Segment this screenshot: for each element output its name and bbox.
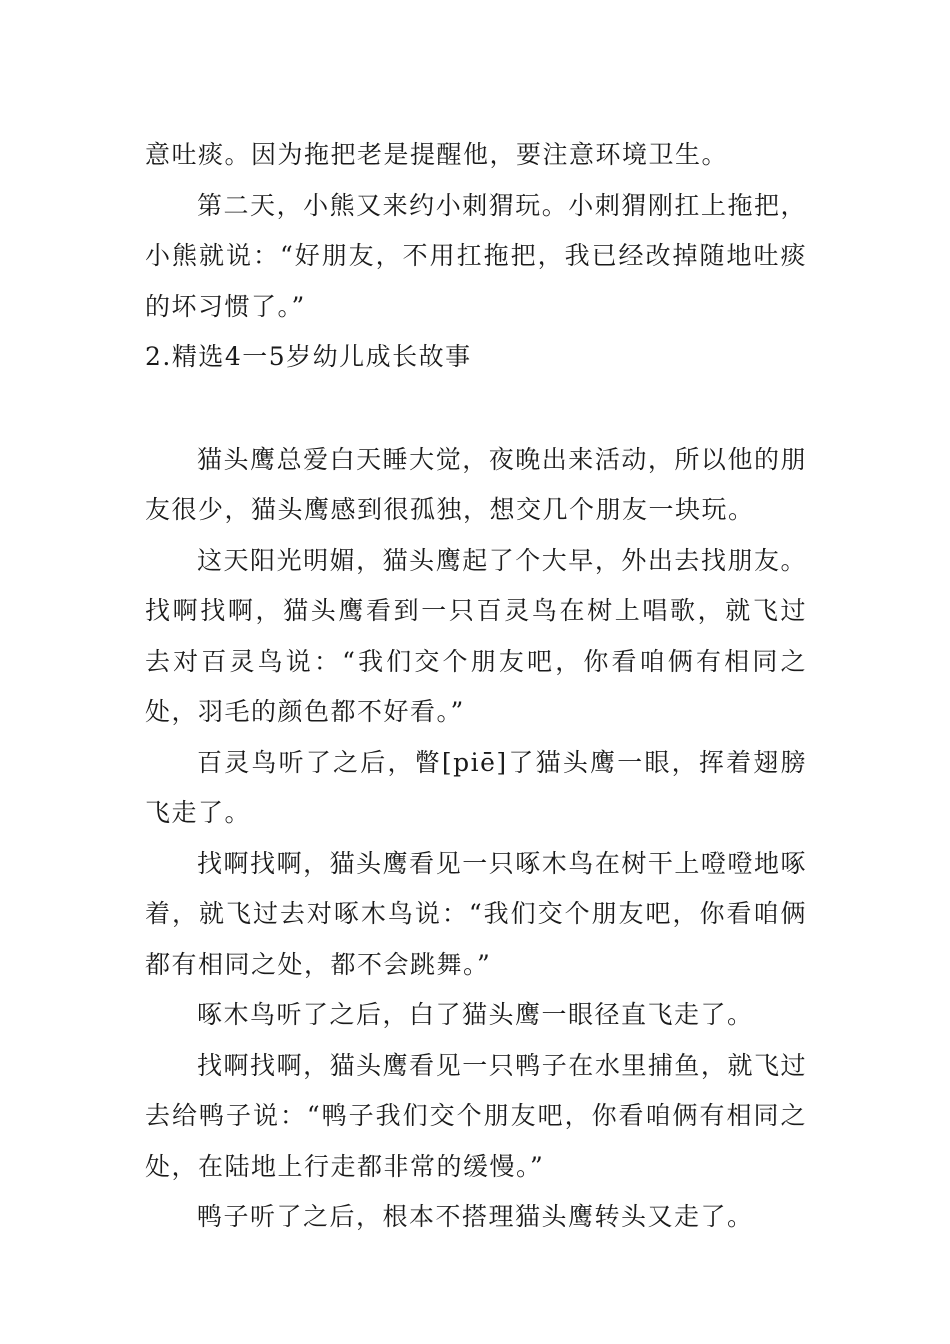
paragraph: 找啊找啊，猫头鹰看见一只鸭子在水里捕鱼，就飞过去给鸭子说：“鸭子我们交个朋友吧，你看咱俩有相同之处，在陆地上行走都非常的缓慢。” xyxy=(145,1050,807,1181)
paragraph: 鸭子听了之后，根本不搭理猫头鹰转头又走了。 xyxy=(197,1202,754,1231)
document-page xyxy=(145,130,807,1243)
paragraph: 找啊找啊，猫头鹰看见一只啄木鸟在树干上噔噔地啄着，就飞过去对啄木鸟说：“我们交个朋友吧，你看咱俩都有相同之处，都不会跳舞。” xyxy=(145,848,807,979)
paragraph: 猫头鹰总爱白天睡大觉，夜晚出来活动，所以他的朋友很少，猫头鹰感到很孤独，想交几个朋友一块玩。 xyxy=(145,444,807,524)
paragraph: 第二天，小熊又来约小刺猬玩。小刺猬刚扛上拖把，小熊就说：“好朋友，不用扛拖把，我已经改掉随地吐痰的坏习惯了。” xyxy=(145,190,807,321)
paragraph: 百灵鸟听了之后，瞥[piē]了猫头鹰一眼，挥着翅膀飞走了。 xyxy=(145,747,807,827)
blank-line xyxy=(145,383,807,435)
paragraph: 啄木鸟听了之后，白了猫头鹰一眼径直飞走了。 xyxy=(197,1000,754,1029)
paragraph-continued: 意吐痰。因为拖把老是提醒他，要注意环境卫生。 xyxy=(145,140,729,169)
paragraph: 这天阳光明媚，猫头鹰起了个大早，外出去找朋友。找啊找啊，猫头鹰看到一只百灵鸟在树上唱歌，就飞过去对百灵鸟说：“我们交个朋友吧，你看咱俩有相同之处，羽毛的颜色都不好看。” xyxy=(145,545,807,726)
section-heading: 2.精选4一5岁幼儿成长故事 xyxy=(145,342,472,371)
